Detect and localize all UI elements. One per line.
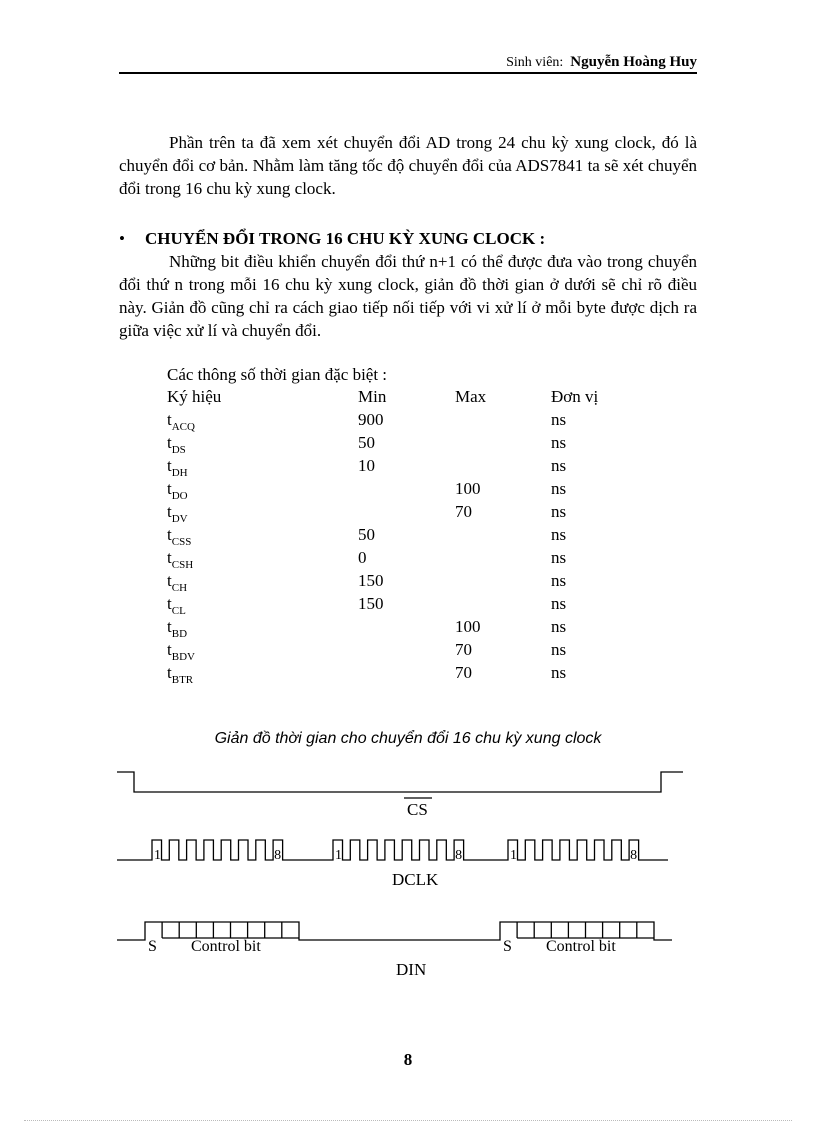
unit-cell: ns [551,663,567,682]
header-divider [119,72,697,74]
clock-last-label: 8 [274,848,282,863]
min-cell [358,640,455,663]
timing-row [167,571,631,594]
timing-row [167,525,631,548]
start-bit-label: S [503,938,512,955]
symbol-cell: $t_{DS}$ [167,433,186,456]
max-cell [455,456,551,479]
timing-row [167,410,631,433]
page-bottom-border [24,1120,792,1121]
timing-row [167,594,631,617]
unit-cell: ns [551,571,567,590]
symbol-cell: $t_{DH}$ [167,456,188,479]
symbol-cell: $t_{BDV}$ [167,640,195,663]
header-unit: Đơn vị [551,387,599,406]
section-heading: • CHUYỂN ĐỔI TRONG 16 CHU KỲ XUNG CLOCK : [119,229,546,248]
unit-cell: ns [551,433,567,452]
dclk-waveform [117,840,668,860]
symbol-cell: $t_{DO}$ [167,479,188,502]
dclk-line [117,840,668,860]
timing-row [167,456,631,479]
max-cell [455,548,551,571]
din-label: DIN [396,960,427,979]
max-cell: 70 [455,640,472,659]
max-cell: 100 [455,617,481,636]
max-cell [455,571,551,594]
header-max: Max [455,387,487,406]
min-cell [358,663,455,686]
max-cell [455,410,551,433]
dclk-label: DCLK [392,870,439,889]
cs-waveform [117,772,683,792]
unit-cell: ns [551,479,567,498]
symbol-cell: $t_{CSS}$ [167,525,192,548]
min-cell: 150 [358,594,384,613]
header-min: Min [358,387,387,406]
unit-cell: ns [551,502,567,521]
timing-row [167,433,631,456]
symbol-cell: $t_{ACQ}$ [167,410,195,433]
max-cell [455,594,551,617]
timing-row [167,548,631,571]
symbol-cell: $t_{DV}$ [167,502,188,525]
min-cell: 150 [358,571,384,590]
min-cell [358,502,455,525]
max-cell [455,525,551,548]
timing-table [167,387,631,686]
timing-row [167,502,631,525]
unit-cell: ns [551,410,567,429]
min-cell: 50 [358,525,375,544]
max-cell: 70 [455,663,472,682]
symbol-cell: $t_{BTR}$ [167,663,194,686]
bullet-icon: • [119,229,125,248]
symbol-cell: $t_{CH}$ [167,571,188,594]
min-cell [358,479,455,502]
unit-cell: ns [551,594,567,613]
timing-row [167,663,631,686]
max-cell [455,433,551,456]
unit-cell: ns [551,640,567,659]
control-bit-label: Control bit [191,938,261,955]
timing-row [167,640,631,663]
symbol-cell: $t_{BD}$ [167,617,188,640]
start-bit-label: S [148,938,157,955]
student-name: Nguyễn Hoàng Huy [570,54,697,70]
diagram-caption: Giản đồ thời gian cho chuyển đổi 16 chu kỳ xung clock [214,730,602,747]
clock-last-label: 8 [630,848,638,863]
min-cell: 10 [358,456,375,475]
cs-label: CS [407,800,428,819]
max-cell: 100 [455,479,481,498]
min-cell: 900 [358,410,384,429]
symbol-cell: $t_{CL}$ [167,594,186,617]
min-cell [358,617,455,640]
unit-cell: ns [551,456,567,475]
min-cell: 50 [358,433,375,452]
clock-first-label: 1 [510,848,517,863]
timing-diagram [0,760,816,990]
clock-first-label: 1 [335,848,342,863]
timing-row [167,617,631,640]
clock-last-label: 8 [455,848,463,863]
intro-paragraph: Phần trên ta đã xem xét chuyển đổi AD trong 24 chu kỳ xung clock, đó là chuyển đổi cơ bản. Nhằm làm tăng tốc độ chuyển đổi của ADS7841 ta sẽ xét chuyển đổi trong 16 chu kỳ xung clock. [119,133,697,198]
symbol-cell: $t_{CSH}$ [167,548,194,571]
control-bit-label: Control bit [546,938,616,955]
page-number: 8 [403,1050,413,1069]
page-header [119,52,697,72]
unit-cell: ns [551,525,567,544]
timing-row [167,479,631,502]
unit-cell: ns [551,548,567,567]
header-symbol: Ký hiệu [167,387,222,406]
max-cell: 70 [455,502,472,521]
header-label: Sinh viên: [506,55,564,70]
timing-title: Các thông số thời gian đặc biệt : [167,365,388,384]
timing-header-row [167,387,631,410]
min-cell: 0 [358,548,367,567]
clock-first-label: 1 [154,848,161,863]
unit-cell: ns [551,617,567,636]
section-paragraph: Những bit điều khiển chuyển đổi thứ n+1 có thể được đưa vào trong chuyển đổi thứ n trong mỗi 16 chu kỳ xung clock, giản đồ thời gian ở dưới sẽ chỉ rõ điều này. Giản đồ cũng chỉ ra cách giao tiếp nối tiếp với vi xử lí ở mỗi byte được dịch ra giữa việc xử lí và chuyển đổi. [119,252,697,340]
